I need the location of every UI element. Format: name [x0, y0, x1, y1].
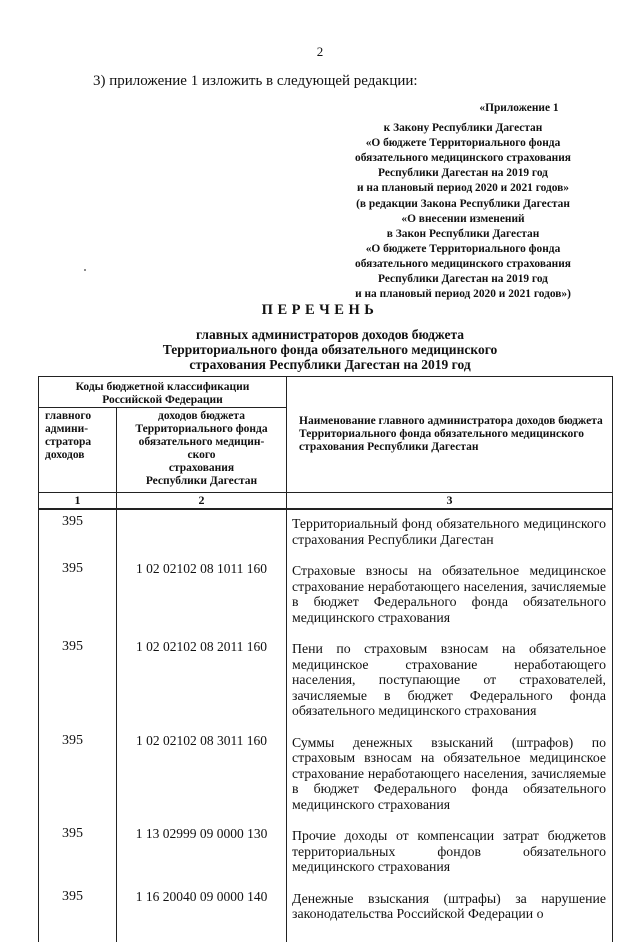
appendix-line: обязательного медицинского страхования — [355, 152, 571, 165]
budget-code-cell: 1 02 02102 08 2011 160 — [117, 635, 287, 729]
header-col2-line: обязательного медицин- — [138, 436, 265, 448]
admin-code-cell: 395 — [39, 885, 117, 942]
name-cell: Пени по страховым взносам на обязательное медицинское страхование неработающего населения, поступающие от страхователей, зачисляемые в бюджет Федерального фонда обязательного медицинского страхования — [287, 635, 613, 729]
table-row — [39, 509, 613, 557]
header-administrator-name: Наименование главного администратора доходов бюджета Территориального фонда обязательного медицинского страхования Республики Дагестан — [287, 377, 613, 493]
appendix-heading: «Приложение 1 — [479, 102, 559, 114]
name-cell: Суммы денежных взысканий (штрафов) по страховым взносам на обязательное медицинское страхование неработающего населения, зачисляемые в бюджет Федерального фонда обязательного медицинского страхования — [287, 729, 613, 823]
header-col1-line: главного — [45, 410, 92, 422]
appendix-line: и на плановый период 2020 и 2021 годов» — [356, 182, 570, 195]
column-number: 2 — [117, 493, 287, 510]
header-col2-line: ского — [187, 449, 216, 461]
name-cell: Прочие доходы от компенсации затрат бюджетов территориальных фондов обязательного медицинского страхования — [287, 822, 613, 885]
header-codes-line: Российской Федерации — [102, 394, 223, 406]
header-col2-line: доходов бюджета — [158, 410, 245, 422]
page-number: 2 — [316, 44, 324, 59]
subtitle-line: главных администраторов доходов бюджета — [195, 327, 465, 342]
intro-text: 3) приложение 1 изложить в следующей редакции: — [93, 73, 418, 89]
appendix-reference — [316, 101, 610, 302]
header-budget-income — [117, 408, 287, 493]
admin-code-cell: 395 — [39, 557, 117, 635]
appendix-line: Республики Дагестан на 2019 год — [378, 167, 548, 180]
scan-speck — [84, 269, 86, 271]
subtitle-line: Территориального фонда обязательного медицинского — [162, 342, 498, 357]
budget-code-cell — [117, 509, 287, 557]
admin-code-cell: 395 — [39, 509, 117, 557]
header-chief-administrator — [39, 408, 117, 493]
budget-code-cell: 1 13 02999 09 0000 130 — [117, 822, 287, 885]
table-row — [39, 729, 613, 823]
appendix-line: «О бюджете Территориального фонда — [365, 242, 561, 255]
budget-code-cell: 1 16 20040 09 0000 140 — [117, 885, 287, 942]
admin-code-cell: 395 — [39, 729, 117, 823]
header-col2-line: Республики Дагестан — [145, 475, 258, 487]
appendix-line: и на плановый период 2020 и 2021 годов») — [355, 288, 571, 301]
header-budget-codes — [39, 377, 287, 408]
budget-code-cell: 1 02 02102 08 1011 160 — [117, 557, 287, 635]
table-row — [39, 557, 613, 635]
appendix-line: обязательного медицинского страхования — [355, 257, 571, 270]
header-col1-line: админи- — [45, 423, 89, 435]
appendix-line: «О внесении изменений — [401, 212, 525, 225]
column-number: 3 — [287, 493, 613, 510]
header-col1-line: доходов — [45, 449, 85, 461]
appendix-line: (в редакции Закона Республики Дагестан — [356, 197, 570, 210]
header-col2-line: страхования — [168, 462, 235, 474]
document-title: ПЕРЕЧЕНЬ — [261, 302, 379, 318]
name-cell: Страховые взносы на обязательное медицинское страхование неработающего населения, зачисляемые в бюджет Федерального фонда обязательного медицинского страхования — [287, 557, 613, 635]
appendix-line: «О бюджете Территориального фонда — [365, 137, 561, 150]
budget-code-cell: 1 02 02102 08 3011 160 — [117, 729, 287, 823]
subtitle-line: страхования Республики Дагестан на 2019 год — [189, 357, 471, 372]
header-col1-line: стратора — [45, 436, 92, 448]
name-cell: Территориальный фонд обязательного медицинского страхования Республики Дагестан — [287, 509, 613, 557]
table-row — [39, 635, 613, 729]
admin-code-cell: 395 — [39, 822, 117, 885]
table-row — [39, 885, 613, 942]
header-codes-line: Коды бюджетной классификации — [75, 381, 250, 393]
appendix-line: в Закон Республики Дагестан — [386, 227, 540, 240]
appendix-line: Республики Дагестан на 2019 год — [378, 273, 548, 286]
document-subtitle — [110, 327, 550, 372]
admin-code-cell: 395 — [39, 635, 117, 729]
column-number: 1 — [39, 493, 117, 510]
name-cell: Денежные взыскания (штрафы) за нарушение законодательства Российской Федерации о — [287, 885, 613, 942]
table-row — [39, 822, 613, 885]
appendix-line: к Закону Республики Дагестан — [383, 122, 543, 135]
header-col2-line: Территориального фонда — [135, 423, 268, 435]
administrators-table — [38, 376, 613, 942]
